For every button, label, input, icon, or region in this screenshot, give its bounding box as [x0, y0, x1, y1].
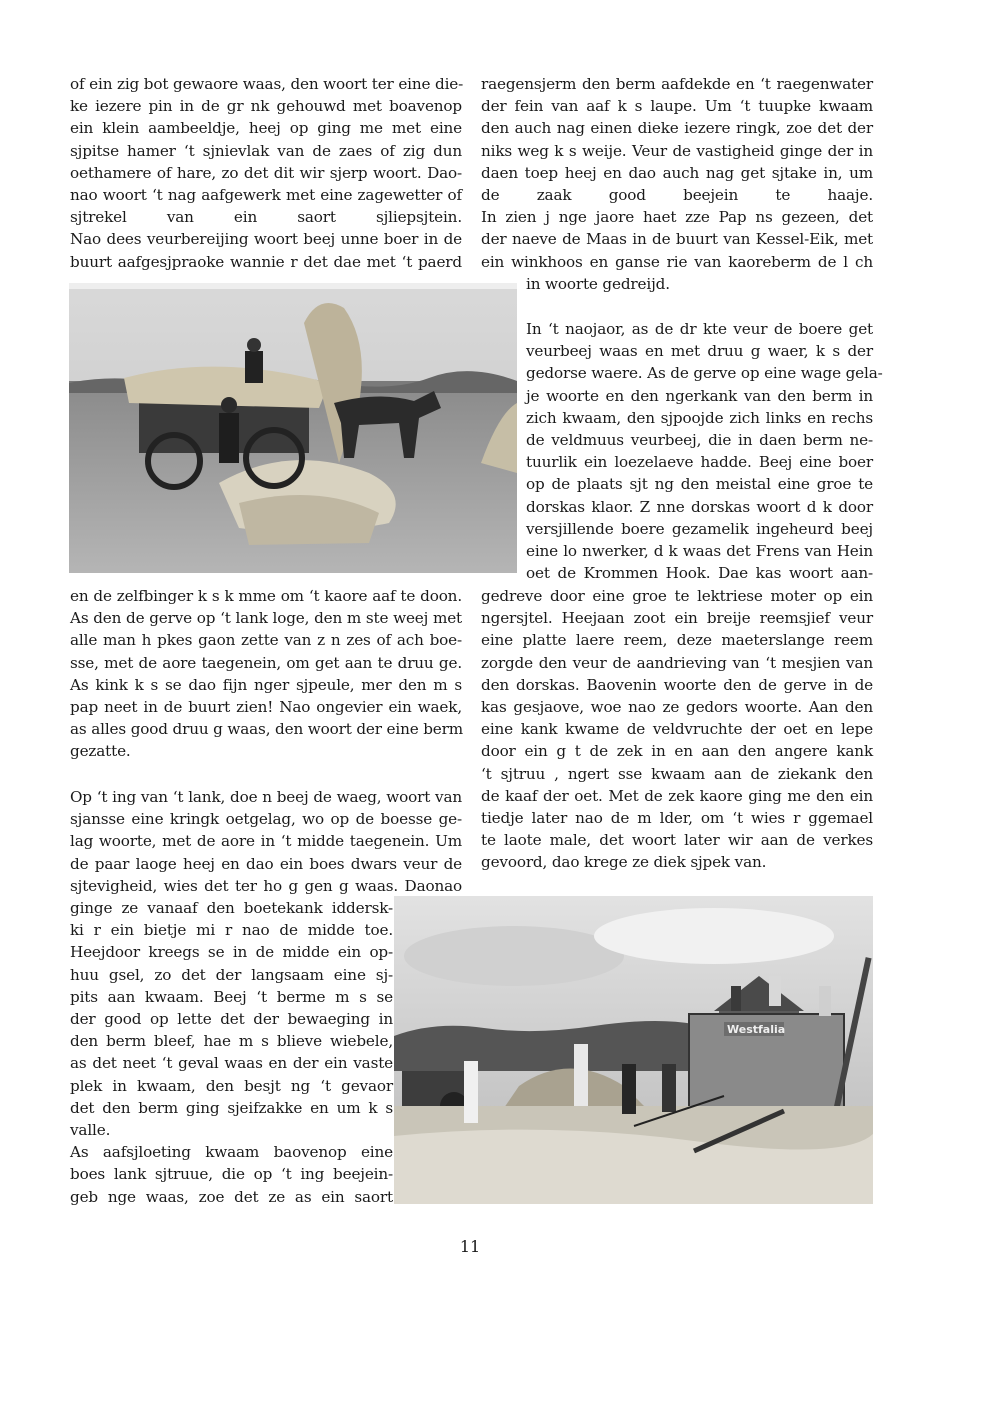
text-line: gedorse waere. As de gerve op eine wage gela- — [526, 364, 883, 383]
text-line: niks weg k s weije. Veur de vastigheid ginge der in — [481, 141, 873, 160]
text-line: valle. — [70, 1121, 111, 1139]
text-line: ginge ze vanaaf den boetekank iddersk- — [70, 899, 393, 917]
text-line: In ‘t naojaor, as de dr kte veur de boere get — [526, 320, 873, 338]
text-line: oet de Krommen Hook. Dae kas woort aan- — [526, 564, 873, 583]
text-line: sse, met de aore taegenein, om get aan te druu ge. — [70, 653, 462, 672]
text-line: As kink k s se dao fijn nger sjpeule, mer den m s — [70, 675, 462, 694]
text-line: dorskas klaor. Z nne dorskas woort d k door — [526, 497, 873, 516]
text-line: of ein zig bot gewaore waas, den woort ter eine die- — [70, 75, 464, 93]
text-line: tiedje later nao de m lder, om ‘t wies r ggemael — [481, 809, 873, 827]
text-line: oethamere of hare, zo det dit wir sjerp woort. Dao- — [70, 163, 462, 182]
text-line: ngersjtel. Heejaan zoot ein breije reemsjief veur — [481, 609, 873, 628]
text-line: daen toep heej en dao auch nag get sjtake in, um — [481, 163, 873, 182]
text-line: eine kank kwame de veldvruchte der oet en lepe — [481, 720, 873, 739]
text-line: de zaak good beejein te haaje. — [481, 186, 873, 204]
text-line: gezatte. — [70, 742, 131, 761]
text-line: geb nge waas, zoe det ze as ein saort — [70, 1187, 393, 1206]
text-line: buurt aafgesjpraoke wannie r det dae met ‘t paerd — [70, 252, 462, 271]
text-line: ke iezere pin in de gr nk gehouwd met boavenop — [70, 97, 462, 116]
westfalia-sign: Westfalia — [727, 1023, 786, 1036]
text-line: ‘t sjtruu , ngert sse kwaam aan de ziekank den — [481, 764, 873, 783]
text-line: As den de gerve op ‘t lank loge, den m ste weej met — [70, 609, 462, 628]
text-line: gevoord, dao krege ze diek sjpek van. — [481, 853, 767, 872]
text-line: as det neet ‘t geval waas en der ein vaste — [70, 1054, 393, 1073]
text-line: der good op lette det der bewaeging in — [70, 1010, 393, 1028]
text-line: kas gesjaove, woe nao ze gedors woorte. Aan den — [481, 698, 873, 716]
text-line: veurbeej waas en met druu g waer, k s der — [526, 342, 873, 361]
text-line: der naeve de Maas in de buurt van Kessel-Eik, met — [481, 230, 873, 249]
photo-threshing-machine — [394, 896, 873, 1204]
text-line: huu gsel, zo det der langsaam eine sj- — [70, 965, 393, 984]
text-line: Heejdoor kreegs se in de midde ein op- — [70, 943, 393, 962]
text-line: As aafsjloeting kwaam baovenop eine — [70, 1143, 393, 1162]
text-line: gedreve door eine groe te lektriese moter op ein — [481, 587, 873, 605]
text-line: den berm bleef, hae m s blieve wiebele, — [70, 1032, 393, 1051]
text-line: zich kwaam, den sjpoojde zich links en rechs — [526, 408, 873, 427]
text-line: ein winkhoos en ganse rie van kaoreberm de l ch — [481, 252, 873, 271]
text-line: In zien j nge jaore haet zze Pap ns gezeen, det — [481, 208, 873, 227]
text-line: op de plaats sjt ng den meistal eine groe te — [526, 475, 873, 494]
text-line: en de zelfbinger k s k mme om ‘t kaore aaf te doon. — [70, 587, 462, 605]
text-line: boes lank sjtruue, die op ‘t ing beejein- — [70, 1165, 393, 1184]
text-line: det den berm ging sjeifzakke en um k s — [70, 1098, 393, 1117]
text-line: tuurlik ein loezelaeve hadde. Beej eine boer — [526, 453, 873, 472]
text-line: den auch nag einen dieke iezere ringk, zoe det der — [481, 119, 873, 138]
text-line: de paar laoge heej en dao ein boes dwars veur de — [70, 854, 462, 873]
text-line: sjansse eine kringk oetgelag, wo op de boesse ge- — [70, 810, 462, 829]
text-line: sjtrekel van ein saort sjliepsjtein. — [70, 208, 462, 227]
text-line: sjtevigheid, wies det ter ho g gen g waas. Daonao — [70, 876, 462, 895]
text-line: in woorte gedreijd. — [526, 275, 670, 293]
text-line: versjillende boere gezamelik ingeheurd beej — [526, 519, 873, 538]
text-line: Nao dees veurbereijing woort beej unne boer in de — [70, 230, 462, 249]
text-line: zorgde den veur de aandrieving van ‘t mesjien van — [481, 653, 873, 672]
text-line: je woorte en den ngerkank van den berm in — [526, 386, 873, 405]
text-line: alle man h pkes gaon zette van z n zes of ach boe- — [70, 631, 462, 650]
text-line: te laote male, det woort later wir aan de verkes — [481, 831, 873, 850]
photo-horse-cart-harvest — [69, 283, 517, 573]
text-line: den dorskas. Baovenin woorte den de gerve in de — [481, 675, 873, 694]
text-line: de kaaf der oet. Met de zek kaore ging me den ein — [481, 786, 873, 805]
text-line: as alles good druu g waas, den woort der eine berm — [70, 720, 464, 739]
text-line: eine lo nwerker, d k waas det Frens van Hein — [526, 542, 873, 560]
text-line: der fein van aaf k s laupe. Um ‘t tuupke kwaam — [481, 97, 873, 116]
text-line: eine platte laere reem, deze maeterslange reem — [481, 631, 873, 650]
text-line: de veldmuus veurbeej, die in daen berm ne- — [526, 431, 873, 449]
text-line: ki r ein bietje mi r nao de midde toe. — [70, 921, 393, 940]
text-line: pits aan kwaam. Beej ‘t berme m s se — [70, 987, 393, 1006]
text-line: pap neet in de buurt zien! Nao ongevier ein waek, — [70, 698, 462, 716]
text-line: ein klein aambeeldje, heej op ging me met eine — [70, 119, 462, 138]
text-line: sjpitse hamer ‘t sjnievlak van de zaes of zig dun — [70, 141, 462, 160]
page-number: 11 — [459, 1237, 481, 1256]
text-line: door ein g t de zek in en aan den angere kank — [481, 742, 873, 761]
text-line: raegensjerm den berm aafdekde en ‘t raegenwater — [481, 75, 873, 93]
text-line: plek in kwaam, den besjt ng ‘t gevaor — [70, 1076, 393, 1095]
text-line: Op ‘t ing van ‘t lank, doe n beej de waeg, woort van — [70, 788, 462, 806]
text-line: nao woort ‘t nag aafgewerk met eine zagewetter of — [70, 186, 462, 204]
text-line: lag woorte, met de aore in ‘t midde taegenein. Um — [70, 832, 462, 851]
